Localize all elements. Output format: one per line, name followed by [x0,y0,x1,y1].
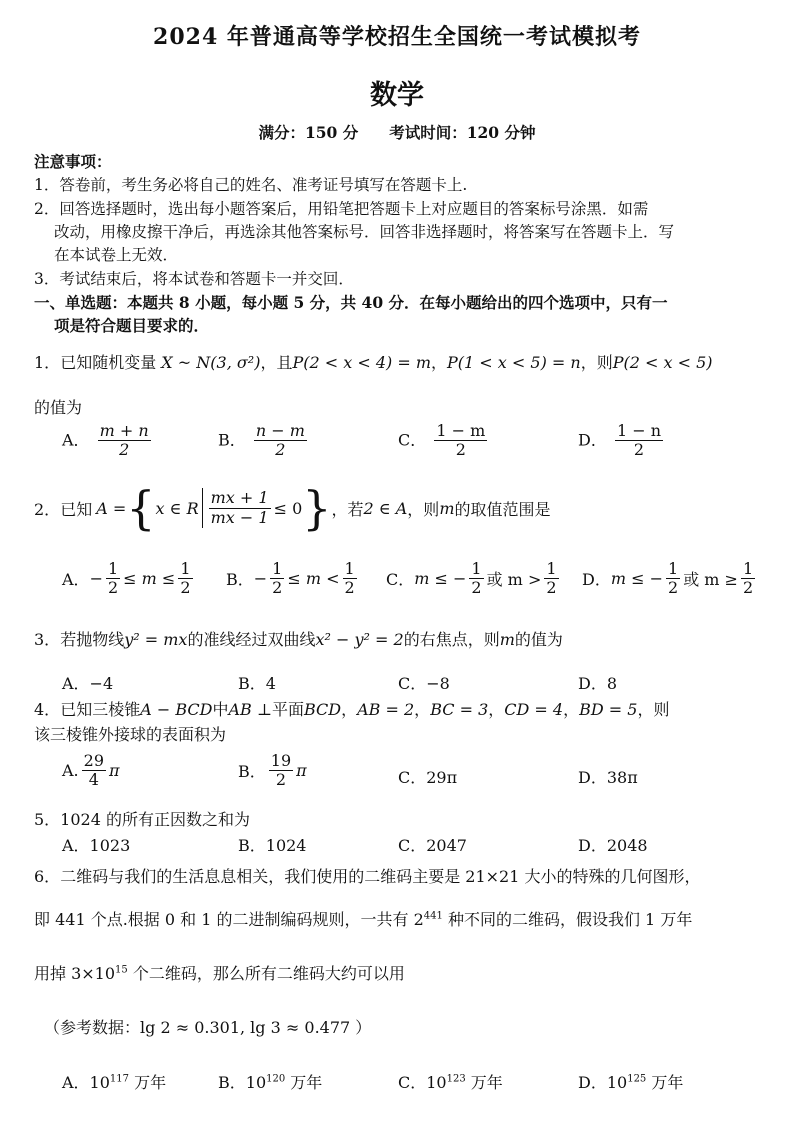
q6-option-c[interactable] [398,1070,503,1093]
question-1-stem [34,350,713,373]
q3-parabola: y² = mx [124,630,188,649]
q4-option-d[interactable]: D．38π [578,768,638,787]
option-unit: 万年 [129,1073,167,1092]
q4-text: ，则 [637,700,670,719]
pi-symbol: π [296,761,307,781]
option-label: C．10 [398,1073,447,1092]
option-prefix: − [89,569,103,589]
q3-option-a[interactable]: A．−4 [62,674,114,693]
q2-condition: 2 ∈ A [363,498,408,518]
q4-length-bc: BC = 3 [430,700,489,719]
section-heading-line-1: 一、单选题：本题共 8 小题，每小题 5 分，共 40 分．在每小题给出的四个选项中，只有一 [34,293,668,312]
fraction-denominator: 2 [471,578,482,598]
option-prefix: − [253,569,268,589]
fraction-denominator: 2 [119,440,130,460]
fraction-numerator: 1 [180,559,191,578]
question-6-stem-line-3 [34,961,405,984]
question-1-stem-line-2: 的值为 [34,398,83,417]
fraction-denominator: mx − 1 [210,507,269,527]
exponent: 15 [115,964,128,976]
q3-text: 的值为 [514,630,563,649]
option-label: D． [582,570,611,590]
option-label: A．10 [62,1073,110,1092]
option-relation: ≤ m ≤ [123,569,176,589]
q5-option-c[interactable]: C．2047 [398,836,467,855]
notes-heading: 注意事项： [34,152,112,171]
q4-option-c[interactable]: C．29π [398,768,458,787]
question-number: 4． [34,700,61,719]
note-2-line-2: 改动，用橡皮擦干净后，再选涂其他答案标号．回答非选择题时，将答案写在答题卡上．写 [54,223,675,241]
q2-option-b[interactable] [226,560,360,598]
question-4-stem-line-2: 该三棱锥外接球的表面积为 [34,725,227,744]
question-3-stem [34,627,563,650]
q1-sep: ， [431,353,448,372]
option-unit: 万年 [646,1073,684,1092]
q3-option-c[interactable]: C．−8 [398,674,450,693]
fraction-denominator: 2 [668,578,679,598]
option-label: B． [226,570,254,590]
exponent: 117 [109,1073,130,1085]
q1-option-b[interactable] [218,422,310,460]
q1-prob-target: P(2 < x < 5) [612,353,713,372]
option-label: A． [62,570,90,590]
set-divider [202,488,203,528]
question-5-stem: 5．1024 的所有正因数之和为 [34,810,250,829]
fraction-denominator: 4 [88,770,99,790]
option-label: D．10 [578,1073,628,1092]
q4-option-b[interactable] [238,752,307,790]
fraction-numerator: 1 [742,559,754,578]
q2-set-relation: ≤ 0 [273,498,303,518]
option-label: D． [578,430,607,450]
question-number: 1． [34,353,61,372]
note-3: 3．考试结束后，将本试卷和答题卡一并交回． [34,270,354,288]
q2-option-c[interactable] [386,560,562,598]
exponent: 441 [423,910,443,922]
fraction-numerator: 1 [668,559,679,578]
q4-length-ab: AB = 2 [357,700,415,719]
option-relation: 或 m ≥ [683,570,738,590]
q2-text: 的取值范围是 [454,499,551,519]
q6-text: 种不同的二维码，假设我们 1 万年 [442,910,693,929]
q4-text: 中 [212,700,229,719]
q6-text: 即 441 个点.根据 0 和 1 的二进制编码规则，一共有 2 [34,910,424,929]
option-label: B． [238,762,266,782]
pi-symbol: π [109,761,120,781]
fraction-denominator: 2 [344,578,355,598]
q1-text: ，且 [260,353,293,372]
q1-text: ，则 [580,353,613,372]
fraction-denominator: 2 [275,770,287,790]
question-2-stem [34,481,551,535]
q6-option-a[interactable] [62,1070,166,1093]
question-6-stem-line-1 [34,864,701,887]
q3-text: 的右焦点，则 [403,630,500,649]
q2-text: 已知 [60,499,93,519]
q1-text: 已知随机变量 [60,353,157,372]
option-unit: 万年 [285,1073,323,1092]
exponent: 120 [266,1073,286,1085]
question-number: 3． [34,630,61,649]
q4-text: 平面 [271,700,304,719]
question-4-stem: 4．已知三棱锥A − BCD中AB ⊥平面BCD，AB = 2，BC = 3，CD = 4，BD = 5，则 [34,700,670,719]
option-prefix: m ≤ − [610,569,663,589]
fraction-denominator: 2 [742,578,754,598]
fraction-numerator: n − m [255,421,305,440]
q1-prob-m: P(2 < x < 4) = m [292,353,431,372]
q4-option-a[interactable] [62,752,120,790]
q2-set-name: A = [96,498,127,518]
fraction-numerator: m + n [99,421,149,440]
q2-set-variable: x ∈ R [155,498,199,518]
fraction-denominator: 2 [455,440,466,460]
q3-option-d[interactable]: D．8 [578,674,618,693]
fraction-numerator: 1 − m [436,421,486,440]
fraction-denominator: 2 [180,578,191,598]
q6-text: 用掉 3×10 [34,964,116,983]
question-number: 6． [34,867,61,886]
option-relation: 或 m > [486,570,542,590]
q2-option-a[interactable] [62,560,196,598]
exam-title: 2024 年普通高等学校招生全国统一考试模拟考 [153,24,641,50]
q4-plane: BCD [303,700,342,719]
q5-option-a[interactable]: A．1023 [62,836,131,855]
q2-text: ，则 [407,499,440,519]
q2-text: ，若 [331,499,364,519]
exponent: 123 [446,1073,466,1085]
q6-text: 二维码与我们的生活息息相关，我们使用的二维码主要是 21×21 大小的特殊的几何图形， [60,867,701,886]
q1-prob-n: P(1 < x < 5) = n [447,353,581,372]
q4-tetrahedron: A − BCD [140,700,213,719]
question-number: 2． [34,499,61,519]
note-2-line-3: 在本试卷上无效． [54,246,179,264]
option-label: B． [218,430,246,450]
fraction-numerator: 1 [471,559,482,578]
score-info: 满分：150 分 考试时间：120 分钟 [258,123,536,142]
option-label: A. [62,761,79,781]
fraction-numerator: 1 [344,559,355,578]
left-brace: { [126,481,156,535]
q1-distribution: X ~ N(3, σ²) [161,353,261,372]
subject-title: 数学 [370,80,424,111]
fraction-denominator: 2 [107,578,119,598]
option-label: A． [62,430,90,450]
fraction-denominator: 2 [546,578,557,598]
fraction-numerator: 29 [83,751,104,770]
q2-variable: m [439,498,455,518]
q5-option-d[interactable]: D．2048 [578,836,648,855]
option-label: C． [386,570,415,590]
q3-hyperbola: x² − y² = 2 [315,630,404,649]
option-prefix: m ≤ − [414,569,467,589]
q5-option-b[interactable]: B．1024 [238,836,307,855]
fraction-numerator: 1 [272,559,283,578]
fraction-numerator: 1 [546,559,557,578]
q1-option-d[interactable] [578,422,666,460]
q6-option-d[interactable] [578,1070,683,1093]
q2-option-d[interactable] [582,560,758,598]
q3-text: 的准线经过双曲线 [187,630,316,649]
option-label: C． [398,430,427,450]
option-label: B．10 [218,1073,267,1092]
q1-option-a[interactable] [62,422,154,460]
fraction-denominator: 2 [272,578,283,598]
fraction-numerator: 1 [107,559,119,578]
exponent: 125 [627,1073,647,1085]
fraction-numerator: 19 [270,751,292,770]
q3-variable: m [499,630,515,649]
option-relation: ≤ m < [287,569,340,589]
q3-option-b[interactable]: B．4 [238,674,276,693]
q4-length-bd: BD = 5 [579,700,638,719]
question-6-stem-line-2 [34,907,692,930]
fraction-numerator: mx + 1 [210,488,269,508]
q4-text: 已知三棱锥 [60,700,141,719]
q6-text: 个二维码，那么所有二维码大约可以用 [127,964,405,983]
fraction-numerator: 1 − n [616,421,661,440]
q4-perpendicular: AB ⊥ [228,700,272,719]
question-6-reference: （参考数据：lg 2 ≈ 0.301, lg 3 ≈ 0.477 ） [44,1018,372,1037]
q4-text: ， [341,700,358,719]
q6-option-b[interactable] [218,1070,322,1093]
q4-length-cd: CD = 4 [504,700,564,719]
q3-text: 若抛物线 [60,630,125,649]
right-brace: } [302,481,332,535]
q1-option-c[interactable] [398,422,490,460]
fraction-denominator: 2 [275,440,286,460]
option-unit: 万年 [465,1073,503,1092]
section-heading-line-2: 项是符合题目要求的． [54,316,210,335]
note-1: 1．答卷前，考生务必将自己的姓名、准考证号填写在答题卡上. [34,176,468,194]
fraction-denominator: 2 [633,440,645,460]
note-2-line-1: 2．回答选择题时，选出每小题答案后，用铅笔把答题卡上对应题目的答案标号涂黑．如需 [34,200,649,218]
